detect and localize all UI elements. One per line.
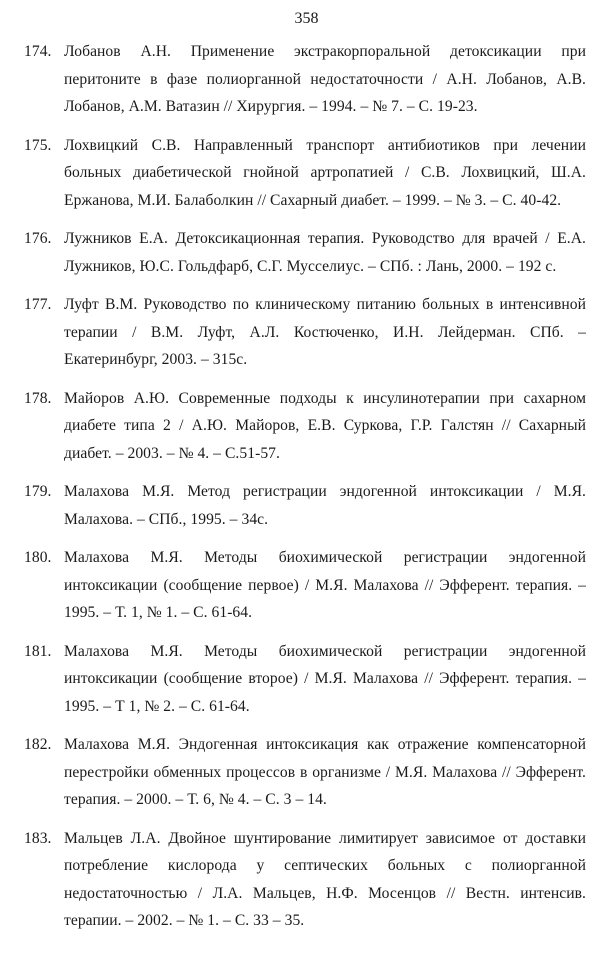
reference-text: Лужников Е.А. Детоксикационная терапия. Руководство для врачей / Е.А. Лужников, Ю.С. Гольдфарб, С.Г. Мусселиус. – СПб. : Лань, 2000. – 192 с. [64, 230, 586, 275]
reference-number: 177. [24, 296, 52, 313]
reference-text: Лохвицкий С.В. Направленный транспорт антибиотиков при лечении больных диабетической гнойной артропатией / С.В. Лохвицкий, Ш.А. Ержанова, М.И. Балаболкин // Сахарный диабет. – 1999. – № 3. – С. 40-42. [64, 136, 586, 209]
reference-text: Лобанов А.Н. Применение экстракорпоральной детоксикации при перитоните в фазе полиорганной недостаточности / А.Н. Лобанов, А.В. Лобанов, А.М. Ватазин // Хирургия. – 1994. – № 7. – С. 19-23. [64, 43, 586, 115]
reference-item [24, 638, 586, 721]
reference-item [24, 825, 586, 935]
reference-number: 183. [24, 829, 52, 847]
reference-number: 182. [24, 736, 52, 753]
reference-number: 181. [24, 642, 52, 660]
reference-text: Майоров А.Ю. Современные подходы к инсулинотерапии при сахарном диабете типа 2 / А.Ю. Майоров, Е.В. Суркова, Г.Р. Галстян // Сахарный диабет. – 2003. – № 4. – С.51-57. [64, 389, 586, 462]
reference-text: Малахова М.Я. Эндогенная интоксикация как отражение компенсаторной перестройки обменных процессов в организме / М.Я. Малахова // Эфферент. терапия. – 2000. – Т. 6, № 4. – С. 3 – 14. [64, 736, 586, 808]
reference-text: Малахова М.Я. Методы биохимической регистрации эндогенной интоксикации (сообщение первое) / М.Я. Малахова // Эфферент. терапия. – 1995. – Т. 1, № 1. – С. 61-64. [64, 549, 586, 621]
reference-item [24, 385, 586, 468]
reference-item [24, 731, 586, 814]
reference-item [24, 132, 586, 215]
reference-text: Луфт В.М. Руководство по клиническому питанию больных в интенсивной терапии / В.М. Луфт, А.Л. Костюченко, И.Н. Лейдерман. СПб. – Екатеринбург, 2003. – 315с. [64, 296, 586, 368]
reference-number: 174. [24, 43, 52, 60]
reference-number: 176. [24, 230, 52, 247]
page-number: 358 [294, 10, 319, 27]
reference-number: 180. [24, 549, 52, 566]
reference-item [24, 291, 586, 374]
reference-item [24, 478, 586, 533]
reference-text: Мальцев Л.А. Двойное шунтирование лимитирует зависимое от доставки потребление кислорода у септических больных с полиорганной недостаточностью / Л.А. Мальцев, Н.Ф. Мосенцов // Вестн. интенсив. терапии. – 2002. – № 1. – С. 33 – 35. [64, 829, 586, 929]
reference-list [24, 38, 586, 946]
reference-text: Малахова М.Я. Методы биохимической регистрации эндогенной интоксикации (сообщение второе) / М.Я. Малахова // Эфферент. терапия. – 1995. – Т 1, № 2. – С. 61-64. [64, 642, 586, 715]
reference-text: Малахова М.Я. Метод регистрации эндогенной интоксикации / М.Я. Малахова. – СПб., 1995. – 34с. [64, 483, 586, 528]
reference-item [24, 225, 586, 280]
reference-number: 179. [24, 483, 52, 500]
reference-number: 175. [24, 136, 52, 154]
reference-item [24, 544, 586, 627]
reference-number: 178. [24, 389, 52, 407]
reference-item [24, 38, 586, 121]
